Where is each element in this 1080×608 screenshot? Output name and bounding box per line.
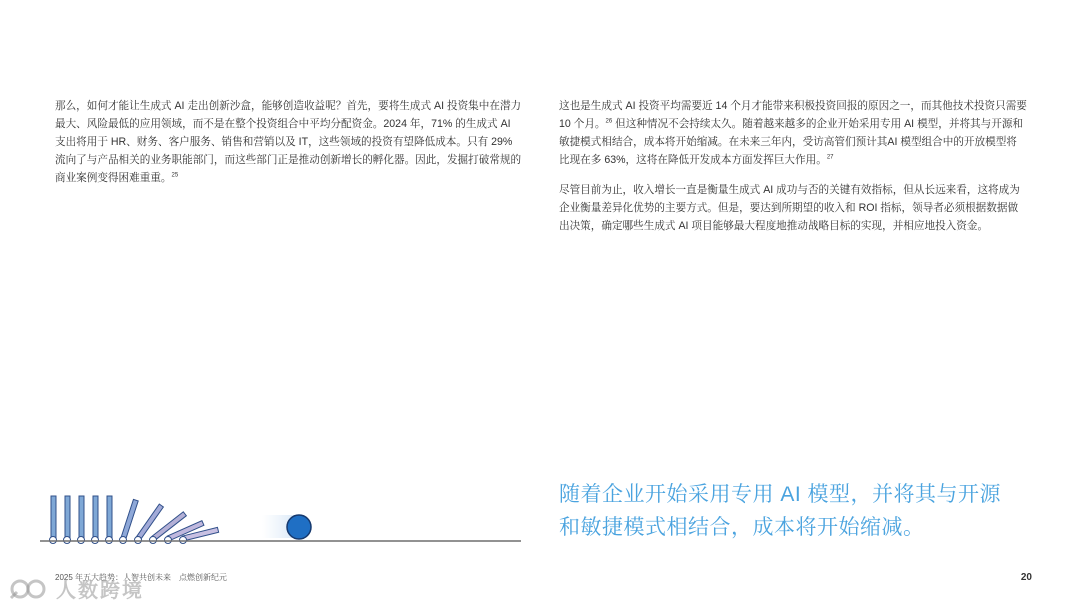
left-paragraph-1: 那么，如何才能让生成式 AI 走出创新沙盒，能够创造收益呢？首先，要将生成式 AI 投资集中在潜力最大、风险最低的应用领域，而不是在整个投资组合中平均分配资金。2024 年，71% 的生成式 AI 支出将用于 HR、财务、客户服务、销售和营销以及 IT，这些领域的投资有望降低成本。只有 29% 流向了与产品相关的业务职能部门，而这些部门正是推动创新增长的孵化器。因此，发掘打破常规的商业案例变得困难重重。$^{25}$ [55,100,522,184]
footnote-27: 27 [826,154,834,161]
domino [51,496,56,538]
domino [79,496,84,538]
domino-illustration [40,488,530,554]
watermark [8,574,144,603]
watermark-logo-icon [8,576,52,602]
left-column [55,97,523,199]
rolling-ball [287,515,311,539]
right-column [559,97,1027,247]
pull-quote-line-1: 随着企业开始采用专用 AI 模型，并将其与开源 [559,483,1002,506]
domino [121,499,138,539]
domino [65,496,70,538]
domino [93,496,98,538]
pull-quote [559,478,1039,544]
watermark-text: 人数跨境 [56,580,144,602]
footnote-25: 25 [171,172,179,179]
pull-quote-line-2: 和敏捷模式相结合，成本将开始缩减。 [559,516,925,539]
footer-title: 2025 年五大趋势：人智共创未来 点燃创新纪元 [55,573,228,582]
domino-pivots [50,537,187,544]
domino [107,496,112,538]
right-paragraph-1: 这也是生成式 AI 投资平均需要近 14 个月才能带来积极投资回报的原因之一，而其他技术投资只需要 10 个月。$^{26}$ 但这种情况不会持续太久。随着越来越多的企业开始采用专用 AI 模型，并将其与开源和敏捷模式相结合，成本将开始缩减。在未来三年内，受访高管们预计其AI 模型组合中的开放模型将比现在多 63%，这将在降低开发成本方面发挥巨大作用。$^{27}$ [559,100,1027,166]
footnote-26: 26 [605,118,613,125]
right-paragraph-2: 尽管目前为止，收入增长一直是衡量生成式 AI 成功与否的关键有效指标，但从长远来看，这将成为企业衡量差异化优势的主要方式。但是，要达到所期望的收入和 ROI 指标，领导者必须根据数据做出决策，确定哪些生成式 AI 项目能够最大程度地推动战略目标的实现，并相应地投入资金。 [559,184,1020,232]
page-number: 20 [1020,572,1032,583]
dominoes [51,496,219,541]
